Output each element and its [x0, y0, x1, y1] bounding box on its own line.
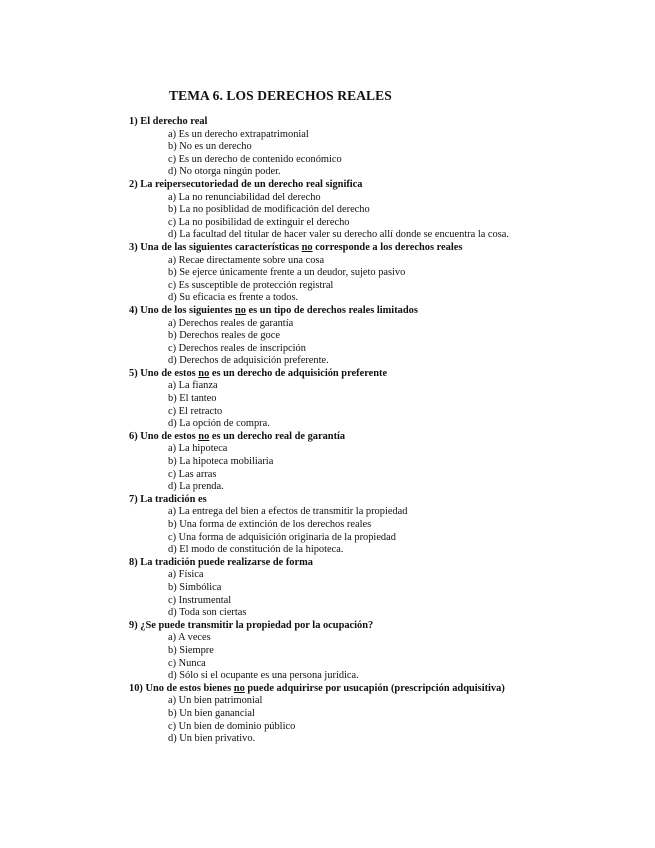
question-item — [129, 242, 629, 305]
answer-options — [129, 255, 629, 305]
question-text-part: El derecho real — [140, 116, 208, 127]
answer-option: b) No es un derecho — [168, 141, 252, 153]
question-text — [129, 557, 629, 570]
answer-option: c) Una forma de adquisición originaria de la propiedad — [168, 531, 396, 543]
answer-option: a) La no renunciabilidad del derecho — [168, 191, 321, 203]
question-item — [129, 431, 629, 494]
question-emphasis: no — [234, 304, 246, 316]
answer-option: c) Es susceptible de protección registral — [168, 279, 334, 291]
question-text-part: Uno de estos bienes — [145, 682, 234, 694]
answer-option: c) La no posibilidad de extinguir el derecho — [168, 216, 350, 228]
answer-options — [129, 318, 629, 368]
answer-option: d) Su eficacia es frente a todos. — [168, 292, 299, 304]
answer-option: b) Derechos reales de goce — [168, 330, 280, 342]
question-emphasis: no — [301, 241, 313, 253]
question-list — [129, 116, 629, 746]
answer-option: d) Toda son ciertas — [168, 607, 247, 619]
answer-option: c) Un bien de dominio público — [168, 720, 296, 732]
question-emphasis: no — [233, 682, 245, 694]
question-text-part: es un derecho real de garantía — [209, 430, 346, 442]
question-number: 9) — [129, 619, 138, 631]
question-text — [129, 368, 629, 381]
answer-option: c) Es un derecho de contenido económico — [168, 153, 342, 165]
question-text-part: Uno de estos — [140, 430, 199, 442]
question-number: 3) — [129, 241, 138, 253]
question-number: 6) — [129, 430, 138, 442]
question-item — [129, 494, 629, 557]
answer-options — [129, 506, 629, 556]
answer-option: d) La opción de compra. — [168, 418, 270, 430]
answer-option: b) Se ejerce únicamente frente a un deudor, sujeto pasivo — [168, 267, 406, 279]
question-text — [129, 683, 629, 696]
answer-option: b) Siempre — [168, 644, 214, 656]
question-number: 8) — [129, 556, 138, 568]
document-title: TEMA 6. LOS DERECHOS REALES — [169, 88, 392, 103]
answer-option: c) El retracto — [168, 405, 223, 417]
question-item — [129, 368, 629, 431]
answer-option: d) Derechos de adquisición preferente. — [168, 355, 329, 367]
answer-option: d) Sólo si el ocupante es una persona jurídica. — [168, 670, 359, 682]
question-number: 5) — [129, 367, 138, 379]
question-number: 10) — [129, 682, 143, 694]
answer-option: b) Una forma de extinción de los derechos reales — [168, 519, 372, 530]
answer-options — [129, 695, 629, 745]
answer-option: b) El tanteo — [168, 393, 217, 405]
answer-option: c) Derechos reales de inscripción — [168, 342, 306, 354]
question-number: 7) — [129, 493, 138, 505]
question-text — [129, 620, 629, 633]
answer-option: a) Recae directamente sobre una cosa — [168, 254, 325, 266]
answer-option: a) La entrega del bien a efectos de transmitir la propiedad — [168, 506, 408, 518]
question-text-part: Uno de estos — [140, 367, 199, 379]
question-emphasis: no — [198, 430, 210, 442]
answer-option: b) Simbólica — [168, 581, 222, 593]
question-text-part: Uno de los siguientes — [140, 304, 235, 316]
question-number: 4) — [129, 304, 138, 316]
question-text-part: La tradición es — [140, 493, 207, 505]
question-text-part: puede adquirirse por usucapión (prescripción adquisitiva) — [244, 682, 505, 694]
answer-option: d) La facultad del titular de hacer valer su derecho allí donde se encuentra la cosa. — [168, 229, 509, 241]
answer-options — [129, 192, 629, 242]
question-item — [129, 557, 629, 620]
answer-option: d) La prenda. — [168, 481, 224, 493]
question-text-part: corresponde a los derechos reales — [312, 241, 463, 253]
answer-options — [129, 632, 629, 682]
question-text-part: ¿Se puede transmitir la propiedad por la ocupación? — [140, 619, 374, 631]
question-text — [129, 494, 629, 507]
question-item — [129, 179, 629, 242]
question-text-part: Una de las siguientes características — [140, 241, 302, 253]
answer-option: c) Las arras — [168, 468, 217, 480]
question-number: 1) — [129, 116, 138, 127]
question-text-part: La reipersecutoriedad de un derecho real significa — [140, 178, 363, 190]
question-item — [129, 116, 629, 179]
question-text — [129, 431, 629, 444]
answer-option: a) La fianza — [168, 380, 218, 392]
answer-option: b) La hipoteca mobiliaria — [168, 456, 274, 468]
answer-option: b) Un bien ganancial — [168, 707, 255, 719]
answer-option: d) Un bien privativo. — [168, 733, 256, 745]
answer-options — [129, 443, 629, 493]
answer-option: a) La hipoteca — [168, 443, 228, 455]
answer-options — [129, 569, 629, 619]
question-emphasis: no — [198, 367, 210, 379]
question-text — [129, 179, 629, 192]
question-text — [129, 242, 629, 255]
question-item — [129, 683, 629, 746]
question-text-part: es un derecho de adquisición preferente — [209, 367, 388, 379]
answer-option: a) Un bien patrimonial — [168, 695, 263, 707]
question-text — [129, 305, 629, 318]
answer-option: b) La no posiblidad de modificación del derecho — [168, 204, 370, 216]
answer-option: a) Física — [168, 569, 204, 581]
question-text-part: es un tipo de derechos reales limitados — [245, 304, 418, 316]
answer-option: d) El modo de constitución de la hipoteca. — [168, 544, 344, 556]
answer-option: a) Es un derecho extrapatrimonial — [168, 128, 309, 140]
answer-options — [129, 129, 629, 179]
answer-option: a) Derechos reales de garantía — [168, 317, 294, 329]
question-text — [129, 116, 629, 129]
question-number: 2) — [129, 178, 138, 190]
answer-option: c) Nunca — [168, 657, 206, 669]
question-item — [129, 305, 629, 368]
answer-option: a) A veces — [168, 632, 211, 644]
answer-option: d) No otorga ningún poder. — [168, 166, 281, 178]
question-item — [129, 620, 629, 683]
question-text-part: La tradición puede realizarse de forma — [140, 556, 313, 568]
answer-option: c) Instrumental — [168, 594, 232, 606]
answer-options — [129, 380, 629, 430]
